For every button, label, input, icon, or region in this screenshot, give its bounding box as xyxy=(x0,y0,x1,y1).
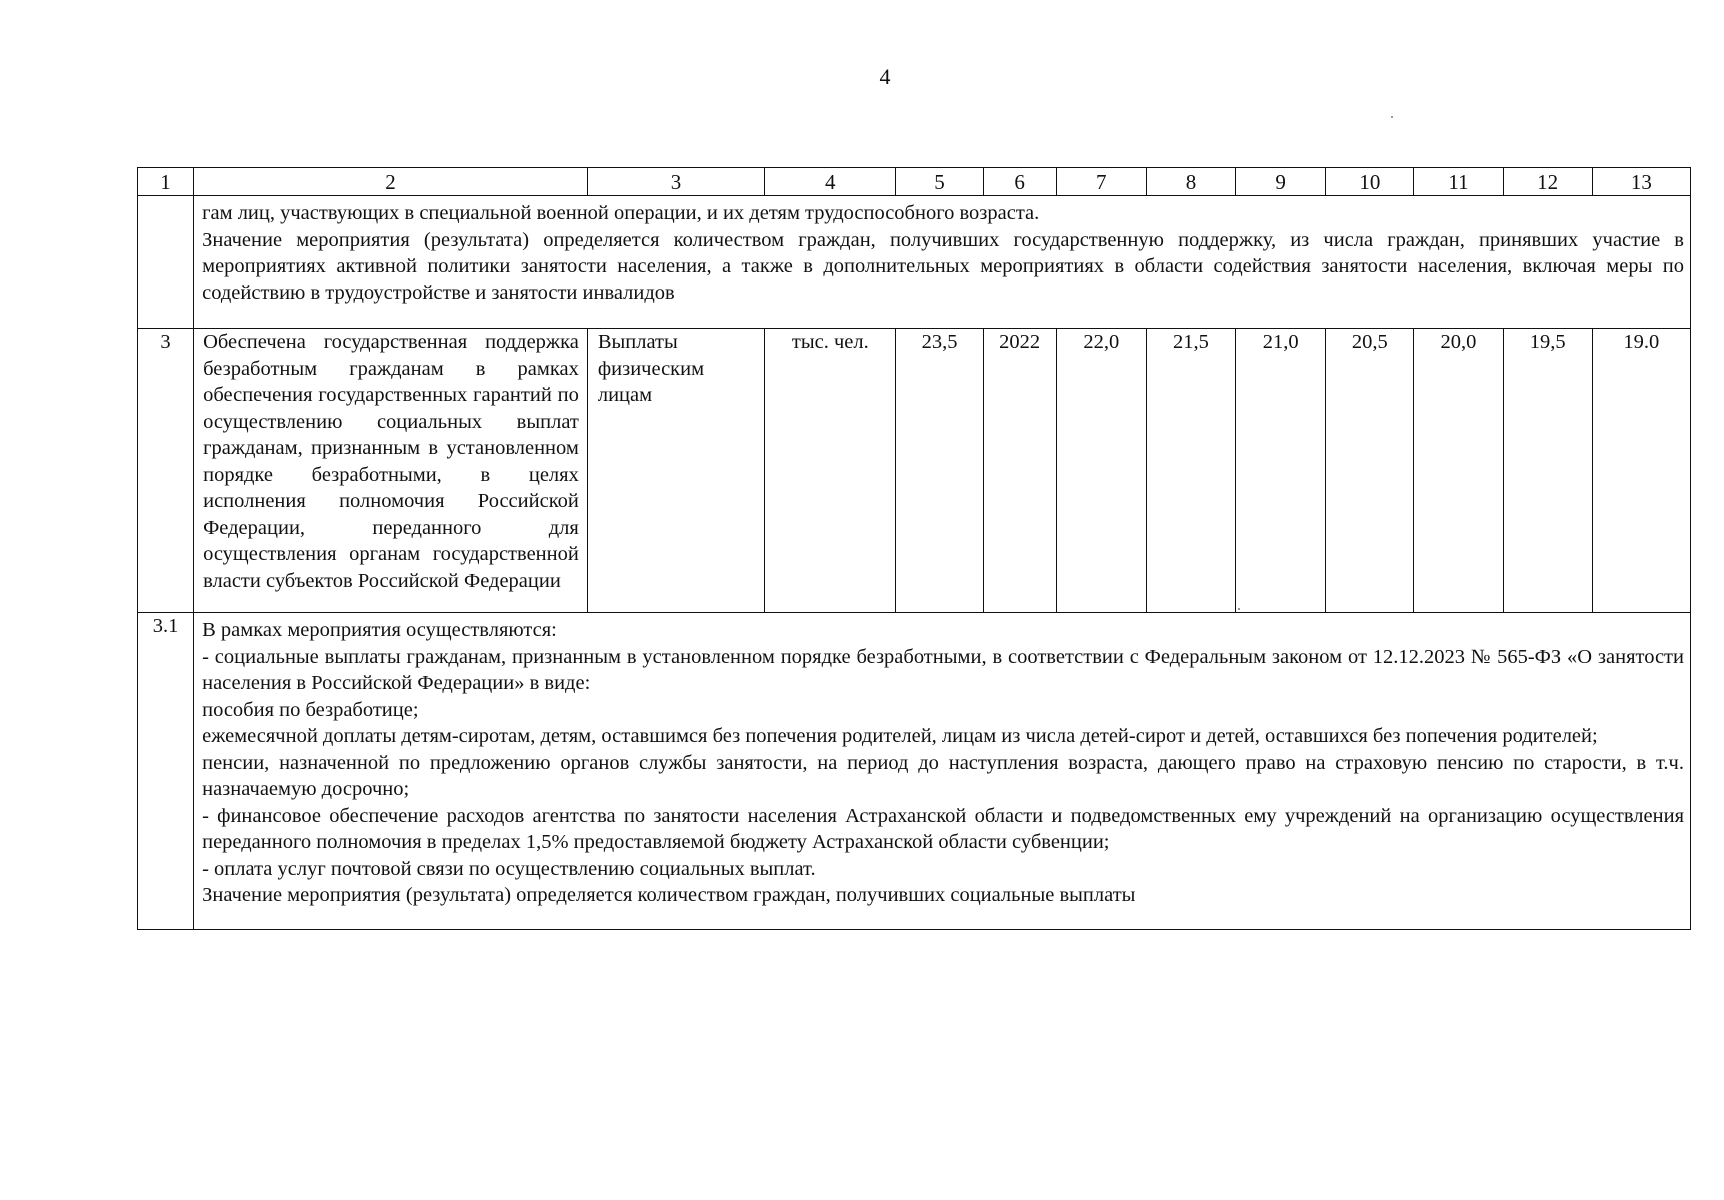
header-cell: 3 xyxy=(587,168,764,196)
header-cell: 5 xyxy=(896,168,983,196)
value-cell: 21,0 xyxy=(1236,329,1326,613)
header-cell: 13 xyxy=(1592,168,1690,196)
header-cell: 2 xyxy=(194,168,588,196)
indicators-table xyxy=(137,167,1691,930)
row-3-1-description xyxy=(194,613,1691,930)
page-number: 4 xyxy=(879,64,891,89)
header-cell: 6 xyxy=(983,168,1056,196)
row-number: 3 xyxy=(138,329,194,613)
continuation-row xyxy=(138,196,1691,329)
table-row-3 xyxy=(138,329,1691,613)
note-line: пособия по безработице; xyxy=(202,698,419,721)
note-line: В рамках мероприятия осуществляются: xyxy=(202,619,557,641)
value-cell: 22,0 xyxy=(1056,329,1146,613)
note-line: Значение мероприятия (результата) определяется количеством граждан, получивших государственную поддержку, из числа граждан, принявших участие в мероприятиях активной политики занятости населения, а также в дополнительных мероприятиях в области содействия занятости населения, включая меры по содействию в трудоустройстве и занятости инвалидов xyxy=(202,228,1684,304)
table-row-3-1 xyxy=(138,613,1691,930)
empty-cell xyxy=(138,196,194,329)
note-line: ежемесячной доплаты детям-сиротам, детям, оставшимся без попечения родителей, лицам из числа детей-сирот и детей, оставшихся без попечения родителей; xyxy=(202,725,1598,747)
value-cell: 21,5 xyxy=(1146,329,1235,613)
value-cell: 19.0 xyxy=(1592,329,1690,613)
note-line: гам лиц, участвующих в специальной военной операции, и их детям трудоспособного возраста. xyxy=(202,202,1040,224)
value-cell: 19,5 xyxy=(1503,329,1592,613)
row-description: Обеспечена государственная поддержка безработным гражданам в рамках обеспечения государственных гарантий по осуществлению социальных выплат гражданам, признанным в установленном порядке безработными, в целях исполнения полномочия Российской Федерации, переданного для осуществления органам государственной власти субъектов Российской Федерации xyxy=(194,329,588,613)
base-value: 23,5 xyxy=(896,329,983,613)
note-line: - социальные выплаты гражданам, признанным в установленном порядке безработными, в соответствии с Федеральным законом от 12.12.2023 № 565-ФЗ «О занятости населения в Российской Федерации» в виде: xyxy=(202,645,1684,694)
value-cell: 20,0 xyxy=(1414,329,1503,613)
header-cell: 11 xyxy=(1414,168,1503,196)
header-cell: 12 xyxy=(1503,168,1592,196)
note-line: Значение мероприятия (результата) определяется количеством граждан, получивших социальные выплаты xyxy=(202,884,1136,906)
row-type: Выплаты физическим лицам xyxy=(587,329,764,613)
continuation-note xyxy=(194,196,1691,329)
header-cell: 1 xyxy=(138,168,194,196)
header-cell: 4 xyxy=(765,168,896,196)
note-line: пенсии, назначенной по предложению органов службы занятости, на период до наступления возраста, дающего право на страховую пенсию по старости, в т.ч. назначаемую досрочно; xyxy=(202,751,1684,800)
row-unit: тыс. чел. xyxy=(765,329,896,613)
note-line: - оплата услуг почтовой связи по осуществлению социальных выплат. xyxy=(202,857,816,880)
base-year: 2022 xyxy=(983,329,1056,613)
value-cell: 20,5 xyxy=(1326,329,1414,613)
row-number: 3.1 xyxy=(138,613,194,930)
header-cell: 8 xyxy=(1146,168,1235,196)
note-line: - финансовое обеспечение расходов агентства по занятости населения Астраханской области и подведомственных ему учреждений на организацию осуществления переданного полномочия в пределах 1,5% предоставляемой бюджету Астраханской области субвенции; xyxy=(202,804,1684,853)
header-cell: 7 xyxy=(1056,168,1146,196)
table-header-row xyxy=(138,168,1691,196)
scan-speck xyxy=(1391,116,1393,118)
header-cell: 10 xyxy=(1326,168,1414,196)
header-cell: 9 xyxy=(1236,168,1326,196)
